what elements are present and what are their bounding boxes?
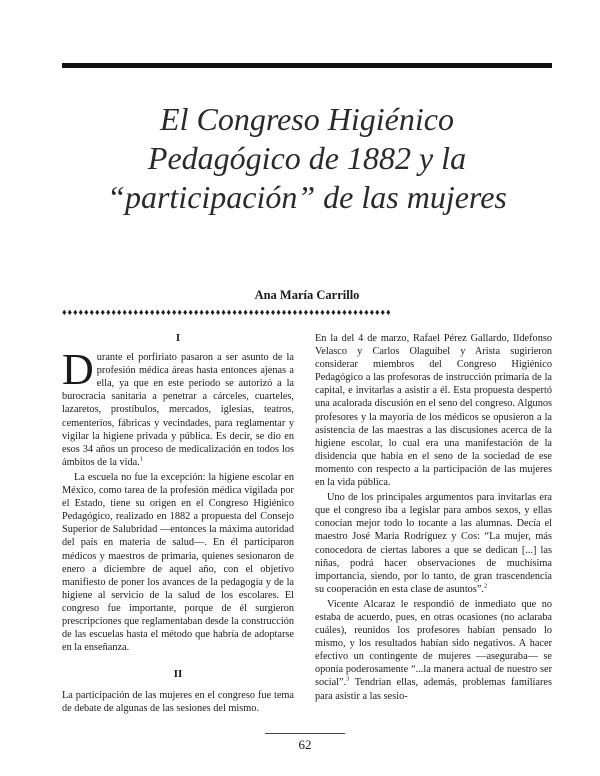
diamond-separator: ♦♦♦♦♦♦♦♦♦♦♦♦♦♦♦♦♦♦♦♦♦♦♦♦♦♦♦♦♦♦♦♦♦♦♦♦♦♦♦♦♦♦♦♦♦♦♦♦♦♦♦♦♦♦♦♦♦♦♦♦ [62,307,392,317]
paragraph [62,345,294,469]
drop-cap: D [62,345,94,395]
section-heading-2: II [173,668,183,681]
paragraph-text: Uno de los principales argumentos para invitarlas era que el congreso iba a legislar para ambos sexos, y ellas conocían mejor todo lo tocante a las alumnas. Decía el maestro José María Rodríguez y Cos: “La mujer, más conocedora de ciertas labores a que se dedican [...] las niñas, podrá hacer observaciones de muchísima importancia, siendo, por lo tanto, de gran trascendencia su cooperación en esta clase de asuntos”. [315,492,552,595]
author-name: Ana María Carrillo [254,288,360,302]
paragraph: La escuela no fue la excepción: la higiene escolar en México, como tarea de la profesión médica vigilada por el Estado, tiene su origen en el Congreso Higiénico Pedagógico, realizado en 1882 a propuesta del Consejo Superior de Salubridad —entonces la máxima autoridad del país en materia de salud—. En él participaron médicos y maestros de primaria, quienes sesionaron de enero a diciembre de aquel año, con el objetivo manifiesto de poner los avances de la pedagogía y de la higiene al servicio de la salud de los escolares. El congreso fue importante, porque de él surgieron prescripciones que reglamentaban desde la construcción de las escuelas hasta el método que habría de adoptarse en la enseñanza. [62,471,294,654]
paragraph-text: urante el porfiriato pasaron a ser asunto de la profesión médica áreas hasta entonces ajenas a ella, ya que en este periodo se autorizó a la burocracia sanitaria a penetrar a cárceles, cuarteles, lazaretos, prostíbulos, mercados, iglesias, teatros, cementerios, fábricas y vecindades, para reglamentar y vigilar la higiene privada y pública. Es decir, se dio en esos 34 años un proceso de medicalización en todos los ámbitos de la vida. [62,352,294,468]
page-number: 62 [298,737,312,752]
title-line-2: Pedagógico de 1882 y la [147,140,467,176]
title-line-3: “participación” de las mujeres [107,179,507,215]
section-heading-1: I [175,332,181,344]
footnote-ref: 2 [483,582,488,590]
paragraph [315,491,552,596]
article-title [60,100,554,217]
left-column [62,332,294,718]
title-line-1: El Congreso Higiénico [160,101,454,137]
footnote-ref: 1 [139,455,144,463]
paragraph-text: Tendrían ellas, además, problemas familiares para asistir a las sesio- [315,677,552,702]
paragraph: En la del 4 de marzo, Rafael Pérez Gallardo, Ildefonso Velasco y Carlos Olaguíbel y Arista sugirieron considerar miembros del Congreso Higiénico Pedagógico a las profesoras de instrucción primaria de la capital, e invitarlas a asistir a él. Esta propuesta despertó una acalorada discusión en el seno del congreso. Algunos profesores y la mayoría de los médicos se opusieron a la asistencia de las maestras a las discusiones acerca de la higiene escolar, lo cual era una manifestación de la disidencia que había en el seno de la sociedad de ese momento con respecto a la participación de las mujeres en la vida pública. [315,333,552,489]
paragraph [315,598,552,703]
footer-rule [265,733,345,734]
paragraph-text: Vicente Alcaraz le respondió de inmediato que no estaba de acuerdo, pues, en otras ocasiones (no aclaraba cuáles), reunidos los profesores habían pensado lo mismo, y los resultados habían sido negativos. A hacer efectivo un contingente de mujeres —aseguraba— se oponía poderosamente “...la manera actual de nuestro ser social”. [315,598,552,689]
footnote-ref: 3 [346,676,350,684]
top-rule [62,63,552,68]
right-column [315,332,552,705]
paragraph: La participación de las mujeres en el congreso fue tema de debate de algunas de las sesiones del mismo. [62,690,294,715]
